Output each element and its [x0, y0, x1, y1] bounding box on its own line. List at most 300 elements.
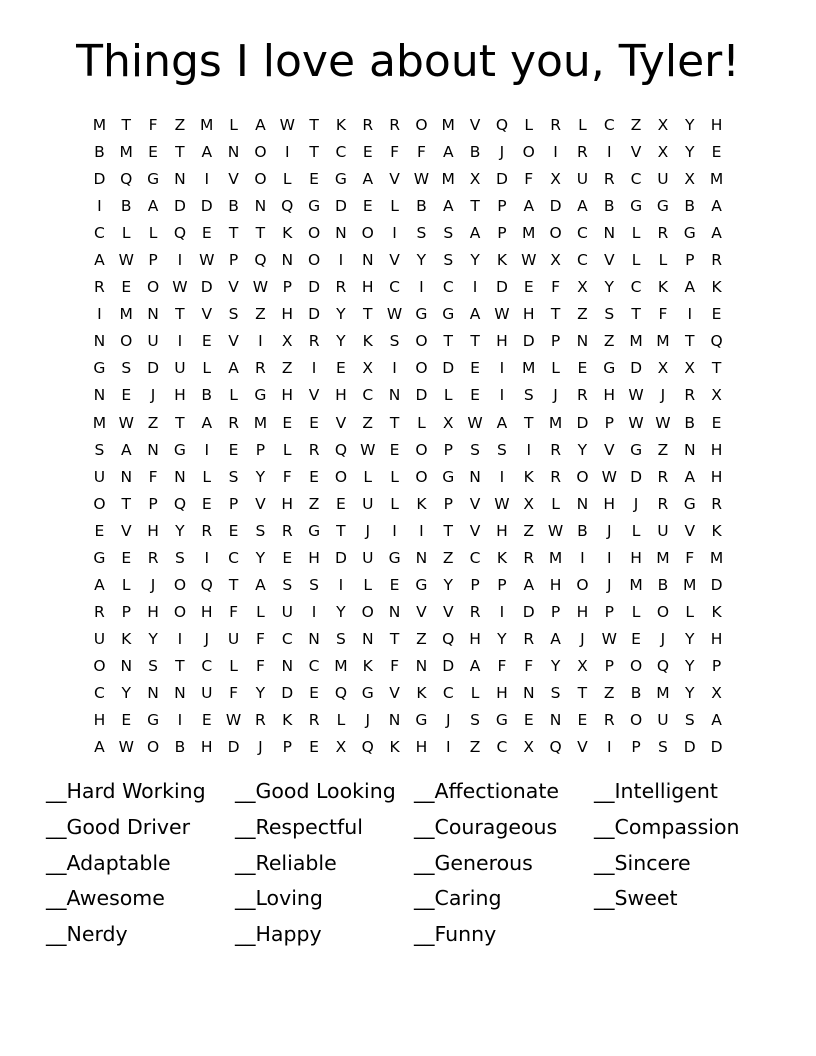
puzzle-cell[interactable]: N: [522, 683, 535, 702]
puzzle-cell[interactable]: E: [282, 548, 293, 567]
puzzle-cell[interactable]: O: [93, 656, 106, 675]
puzzle-cell[interactable]: I: [392, 224, 397, 243]
word-list-item[interactable]: __Caring: [414, 886, 502, 911]
puzzle-cell[interactable]: E: [309, 467, 319, 486]
puzzle-cell[interactable]: B: [603, 197, 615, 216]
puzzle-cell[interactable]: P: [443, 440, 453, 459]
puzzle-cell[interactable]: L: [202, 359, 212, 378]
puzzle-cell[interactable]: W: [628, 386, 644, 405]
puzzle-cell[interactable]: U: [201, 683, 213, 702]
puzzle-cell[interactable]: N: [93, 332, 106, 351]
puzzle-cell[interactable]: I: [311, 602, 317, 621]
puzzle-cell[interactable]: P: [604, 413, 614, 432]
puzzle-cell[interactable]: H: [308, 548, 320, 567]
puzzle-cell[interactable]: X: [577, 656, 588, 675]
puzzle-cell[interactable]: A: [684, 467, 696, 486]
puzzle-cell[interactable]: P: [148, 251, 158, 270]
puzzle-cell[interactable]: M: [441, 170, 455, 189]
puzzle-cell[interactable]: A: [362, 170, 374, 189]
puzzle-cell[interactable]: I: [97, 197, 102, 216]
puzzle-cell[interactable]: K: [711, 521, 722, 540]
puzzle-cell[interactable]: E: [121, 278, 132, 297]
puzzle-cell[interactable]: W: [521, 251, 537, 270]
puzzle-cell[interactable]: E: [577, 711, 588, 730]
puzzle-cell[interactable]: D: [495, 278, 508, 297]
puzzle-cell[interactable]: X: [335, 738, 347, 757]
puzzle-cell[interactable]: S: [470, 440, 480, 459]
puzzle-cell[interactable]: I: [687, 305, 693, 324]
puzzle-cell[interactable]: C: [362, 386, 374, 405]
puzzle-cell[interactable]: K: [335, 116, 346, 134]
puzzle-cell[interactable]: I: [419, 521, 424, 540]
puzzle-cell[interactable]: V: [389, 170, 400, 189]
puzzle-cell[interactable]: R: [603, 170, 615, 189]
puzzle-cell[interactable]: R: [684, 386, 696, 405]
puzzle-cell[interactable]: E: [121, 711, 132, 730]
puzzle-cell[interactable]: D: [227, 738, 240, 757]
word-list-item[interactable]: __Compassion: [594, 814, 740, 839]
puzzle-cell[interactable]: E: [228, 521, 239, 540]
puzzle-cell[interactable]: G: [361, 683, 374, 702]
puzzle-cell[interactable]: L: [551, 359, 560, 378]
puzzle-cell[interactable]: R: [711, 494, 722, 513]
puzzle-cell[interactable]: G: [683, 224, 696, 243]
puzzle-cell[interactable]: N: [174, 683, 186, 702]
puzzle-cell[interactable]: Y: [121, 683, 131, 702]
puzzle-cell[interactable]: D: [549, 197, 562, 216]
puzzle-cell[interactable]: E: [523, 711, 534, 730]
puzzle-cell[interactable]: X: [657, 359, 669, 378]
puzzle-cell[interactable]: G: [308, 521, 321, 540]
puzzle-cell[interactable]: P: [497, 197, 507, 216]
puzzle-cell[interactable]: A: [550, 629, 561, 648]
puzzle-cell[interactable]: Z: [603, 332, 615, 351]
puzzle-cell[interactable]: A: [94, 251, 105, 270]
puzzle-cell[interactable]: Y: [336, 332, 346, 351]
puzzle-cell[interactable]: J: [150, 386, 156, 405]
puzzle-cell[interactable]: G: [173, 440, 186, 459]
puzzle-cell[interactable]: E: [631, 629, 641, 648]
puzzle-cell[interactable]: Y: [416, 251, 427, 270]
puzzle-cell[interactable]: H: [335, 386, 347, 405]
puzzle-cell[interactable]: B: [120, 197, 132, 216]
puzzle-cell[interactable]: J: [365, 711, 371, 730]
puzzle-cell[interactable]: L: [363, 575, 373, 594]
word-list-item[interactable]: __Funny: [414, 922, 497, 947]
puzzle-cell[interactable]: P: [550, 332, 561, 351]
puzzle-cell[interactable]: D: [308, 278, 321, 297]
puzzle-cell[interactable]: H: [496, 332, 508, 351]
word-list-item[interactable]: __Courageous: [414, 814, 558, 839]
puzzle-cell[interactable]: U: [227, 629, 240, 648]
puzzle-cell[interactable]: E: [523, 278, 534, 297]
puzzle-cell[interactable]: S: [443, 251, 454, 270]
puzzle-cell[interactable]: A: [147, 197, 159, 216]
puzzle-cell[interactable]: A: [255, 116, 266, 134]
puzzle-cell[interactable]: W: [413, 170, 430, 189]
puzzle-cell[interactable]: X: [442, 413, 454, 432]
puzzle-cell[interactable]: D: [522, 602, 535, 621]
puzzle-cell[interactable]: E: [201, 224, 212, 243]
puzzle-cell[interactable]: W: [118, 413, 134, 432]
puzzle-cell[interactable]: O: [254, 143, 267, 162]
puzzle-cell[interactable]: Z: [630, 116, 642, 134]
puzzle-cell[interactable]: F: [229, 683, 239, 702]
puzzle-cell[interactable]: L: [256, 602, 265, 621]
puzzle-cell[interactable]: X: [684, 359, 696, 378]
puzzle-cell[interactable]: K: [416, 494, 427, 513]
puzzle-cell[interactable]: R: [657, 224, 669, 243]
puzzle-cell[interactable]: G: [415, 711, 428, 730]
puzzle-cell[interactable]: C: [281, 629, 293, 648]
puzzle-cell[interactable]: A: [94, 575, 105, 594]
puzzle-cell[interactable]: L: [524, 116, 534, 134]
puzzle-cell[interactable]: S: [255, 521, 266, 540]
puzzle-cell[interactable]: U: [657, 521, 669, 540]
puzzle-cell[interactable]: N: [361, 251, 374, 270]
puzzle-cell[interactable]: S: [416, 224, 427, 243]
puzzle-cell[interactable]: M: [656, 548, 670, 567]
puzzle-cell[interactable]: Y: [497, 629, 507, 648]
puzzle-cell[interactable]: F: [148, 467, 158, 486]
puzzle-cell[interactable]: N: [388, 711, 401, 730]
puzzle-cell[interactable]: O: [415, 332, 428, 351]
puzzle-cell[interactable]: W: [547, 521, 564, 540]
puzzle-cell[interactable]: H: [710, 440, 723, 459]
puzzle-cell[interactable]: E: [201, 332, 212, 351]
puzzle-cell[interactable]: G: [603, 359, 616, 378]
puzzle-cell[interactable]: O: [549, 224, 562, 243]
puzzle-cell[interactable]: Z: [308, 494, 320, 513]
puzzle-cell[interactable]: F: [390, 143, 400, 162]
puzzle-cell[interactable]: G: [147, 170, 160, 189]
puzzle-cell[interactable]: E: [336, 359, 346, 378]
word-list-item[interactable]: __Awesome: [46, 886, 165, 911]
puzzle-cell[interactable]: A: [684, 278, 696, 297]
puzzle-cell[interactable]: Q: [173, 494, 187, 513]
puzzle-cell[interactable]: D: [630, 467, 643, 486]
word-list-item[interactable]: __Nerdy: [46, 922, 128, 947]
puzzle-cell[interactable]: L: [417, 413, 426, 432]
puzzle-cell[interactable]: R: [523, 548, 535, 567]
puzzle-cell[interactable]: D: [710, 575, 723, 594]
puzzle-cell[interactable]: Y: [577, 440, 588, 459]
puzzle-cell[interactable]: N: [683, 440, 696, 459]
puzzle-cell[interactable]: F: [390, 656, 400, 675]
puzzle-cell[interactable]: B: [416, 197, 427, 216]
puzzle-cell[interactable]: J: [499, 143, 505, 162]
puzzle-cell[interactable]: K: [523, 467, 534, 486]
puzzle-cell[interactable]: R: [94, 278, 105, 297]
puzzle-cell[interactable]: I: [445, 738, 451, 757]
puzzle-cell[interactable]: D: [173, 197, 186, 216]
puzzle-cell[interactable]: R: [308, 711, 320, 730]
puzzle-cell[interactable]: L: [390, 197, 399, 216]
puzzle-cell[interactable]: J: [204, 629, 210, 648]
puzzle-cell[interactable]: C: [335, 143, 347, 162]
puzzle-cell[interactable]: H: [147, 602, 159, 621]
puzzle-cell[interactable]: F: [524, 656, 534, 675]
puzzle-cell[interactable]: L: [336, 711, 346, 730]
puzzle-cell[interactable]: A: [201, 413, 213, 432]
puzzle-cell[interactable]: S: [148, 656, 158, 675]
puzzle-cell[interactable]: V: [389, 251, 400, 270]
puzzle-cell[interactable]: M: [656, 683, 670, 702]
puzzle-cell[interactable]: W: [467, 413, 483, 432]
word-list-item[interactable]: __Good Looking: [235, 779, 396, 803]
puzzle-cell[interactable]: X: [469, 170, 481, 189]
word-list-item[interactable]: __Respectful: [235, 814, 363, 839]
puzzle-cell[interactable]: N: [120, 656, 133, 675]
puzzle-cell[interactable]: H: [710, 629, 723, 648]
puzzle-cell[interactable]: P: [631, 738, 641, 757]
puzzle-cell[interactable]: O: [146, 738, 160, 757]
puzzle-cell[interactable]: T: [121, 116, 131, 134]
puzzle-cell[interactable]: L: [282, 440, 292, 459]
puzzle-cell[interactable]: I: [499, 602, 505, 621]
puzzle-cell[interactable]: S: [174, 548, 185, 567]
puzzle-cell[interactable]: L: [148, 224, 158, 243]
puzzle-cell[interactable]: T: [443, 521, 453, 540]
puzzle-cell[interactable]: K: [282, 711, 293, 730]
puzzle-cell[interactable]: D: [200, 278, 213, 297]
puzzle-cell[interactable]: U: [174, 359, 186, 378]
puzzle-cell[interactable]: V: [201, 305, 213, 324]
puzzle-cell[interactable]: L: [121, 224, 131, 243]
puzzle-cell[interactable]: I: [204, 170, 210, 189]
puzzle-cell[interactable]: H: [710, 467, 723, 486]
puzzle-cell[interactable]: H: [281, 386, 294, 405]
puzzle-cell[interactable]: O: [334, 467, 348, 486]
puzzle-cell[interactable]: E: [121, 386, 132, 405]
puzzle-cell[interactable]: K: [711, 602, 722, 621]
puzzle-cell[interactable]: I: [472, 278, 478, 297]
puzzle-cell[interactable]: F: [229, 602, 239, 621]
puzzle-cell[interactable]: S: [335, 629, 346, 648]
puzzle-cell[interactable]: A: [469, 656, 481, 675]
puzzle-cell[interactable]: V: [120, 521, 132, 540]
puzzle-cell[interactable]: V: [630, 143, 642, 162]
puzzle-cell[interactable]: O: [173, 602, 187, 621]
puzzle-cell[interactable]: N: [469, 467, 481, 486]
puzzle-cell[interactable]: Y: [685, 143, 695, 162]
puzzle-cell[interactable]: O: [173, 575, 187, 594]
puzzle-cell[interactable]: G: [93, 359, 106, 378]
puzzle-cell[interactable]: S: [121, 359, 132, 378]
puzzle-cell[interactable]: M: [656, 332, 670, 351]
puzzle-cell[interactable]: T: [711, 359, 722, 378]
puzzle-cell[interactable]: E: [309, 170, 319, 189]
puzzle-cell[interactable]: F: [497, 656, 507, 675]
puzzle-cell[interactable]: O: [629, 711, 643, 730]
puzzle-cell[interactable]: A: [94, 738, 105, 757]
puzzle-cell[interactable]: G: [683, 494, 696, 513]
puzzle-cell[interactable]: U: [657, 170, 669, 189]
puzzle-cell[interactable]: E: [389, 440, 400, 459]
puzzle-cell[interactable]: M: [441, 116, 455, 134]
puzzle-cell[interactable]: A: [228, 359, 239, 378]
puzzle-cell[interactable]: Y: [685, 629, 695, 648]
puzzle-cell[interactable]: H: [496, 683, 508, 702]
puzzle-cell[interactable]: M: [253, 413, 268, 432]
puzzle-cell[interactable]: L: [229, 656, 238, 675]
puzzle-cell[interactable]: T: [524, 413, 534, 432]
puzzle-cell[interactable]: K: [496, 548, 507, 567]
puzzle-cell[interactable]: M: [709, 170, 724, 189]
puzzle-cell[interactable]: W: [601, 467, 617, 486]
puzzle-cell[interactable]: G: [93, 548, 106, 567]
puzzle-cell[interactable]: X: [550, 251, 561, 270]
puzzle-cell[interactable]: Y: [470, 251, 480, 270]
word-list-item[interactable]: __Happy: [235, 922, 322, 947]
puzzle-cell[interactable]: O: [415, 440, 428, 459]
puzzle-cell[interactable]: W: [225, 711, 242, 730]
puzzle-cell[interactable]: Q: [656, 656, 670, 675]
puzzle-cell[interactable]: M: [548, 548, 563, 567]
puzzle-cell[interactable]: G: [308, 197, 321, 216]
puzzle-cell[interactable]: B: [657, 575, 669, 594]
puzzle-cell[interactable]: V: [228, 332, 239, 351]
puzzle-cell[interactable]: L: [685, 602, 695, 621]
puzzle-cell[interactable]: V: [603, 251, 615, 270]
puzzle-cell[interactable]: P: [470, 575, 480, 594]
puzzle-cell[interactable]: T: [309, 116, 319, 134]
puzzle-cell[interactable]: W: [494, 494, 510, 513]
puzzle-cell[interactable]: J: [580, 629, 585, 648]
puzzle-cell[interactable]: C: [442, 278, 454, 297]
puzzle-cell[interactable]: B: [94, 143, 105, 162]
puzzle-cell[interactable]: C: [94, 224, 105, 243]
puzzle-cell[interactable]: L: [631, 224, 641, 243]
puzzle-cell[interactable]: F: [255, 656, 265, 675]
puzzle-cell[interactable]: L: [282, 170, 292, 189]
puzzle-cell[interactable]: C: [389, 278, 400, 297]
puzzle-cell[interactable]: C: [496, 738, 508, 757]
puzzle-cell[interactable]: W: [494, 305, 510, 324]
puzzle-cell[interactable]: E: [309, 413, 319, 432]
puzzle-cell[interactable]: N: [388, 602, 401, 621]
puzzle-cell[interactable]: A: [577, 197, 588, 216]
puzzle-cell[interactable]: J: [365, 521, 371, 540]
puzzle-cell[interactable]: I: [177, 332, 183, 351]
puzzle-cell[interactable]: Q: [710, 332, 723, 351]
puzzle-cell[interactable]: W: [360, 440, 376, 459]
puzzle-cell[interactable]: G: [334, 170, 347, 189]
word-list-item[interactable]: __Generous: [414, 850, 533, 875]
puzzle-cell[interactable]: F: [416, 143, 426, 162]
puzzle-cell[interactable]: X: [550, 170, 561, 189]
puzzle-cell[interactable]: O: [307, 224, 321, 243]
puzzle-cell[interactable]: M: [683, 575, 697, 594]
puzzle-cell[interactable]: P: [255, 440, 266, 459]
puzzle-cell[interactable]: Z: [416, 629, 427, 648]
puzzle-cell[interactable]: W: [655, 413, 671, 432]
puzzle-cell[interactable]: R: [523, 629, 535, 648]
puzzle-cell[interactable]: U: [657, 711, 669, 730]
puzzle-cell[interactable]: X: [362, 359, 374, 378]
puzzle-cell[interactable]: B: [577, 521, 588, 540]
puzzle-cell[interactable]: N: [147, 305, 159, 324]
puzzle-cell[interactable]: E: [148, 143, 158, 162]
puzzle-cell[interactable]: D: [334, 548, 347, 567]
puzzle-cell[interactable]: R: [308, 440, 320, 459]
puzzle-cell[interactable]: F: [658, 305, 668, 324]
puzzle-cell[interactable]: S: [389, 332, 400, 351]
puzzle-cell[interactable]: T: [550, 305, 561, 324]
puzzle-cell[interactable]: Q: [334, 440, 348, 459]
puzzle-cell[interactable]: N: [93, 386, 106, 405]
puzzle-cell[interactable]: U: [93, 629, 106, 648]
puzzle-cell[interactable]: Z: [281, 359, 293, 378]
puzzle-cell[interactable]: A: [711, 711, 722, 730]
puzzle-cell[interactable]: S: [228, 467, 239, 486]
puzzle-cell[interactable]: E: [389, 575, 400, 594]
puzzle-cell[interactable]: N: [361, 629, 374, 648]
puzzle-cell[interactable]: T: [336, 521, 346, 540]
puzzle-cell[interactable]: I: [338, 251, 344, 270]
puzzle-cell[interactable]: L: [390, 494, 399, 513]
puzzle-cell[interactable]: T: [685, 332, 695, 351]
puzzle-cell[interactable]: C: [228, 548, 239, 567]
puzzle-cell[interactable]: O: [576, 575, 589, 594]
puzzle-cell[interactable]: S: [309, 575, 319, 594]
puzzle-cell[interactable]: R: [389, 116, 400, 134]
puzzle-cell[interactable]: M: [629, 332, 643, 351]
puzzle-cell[interactable]: C: [577, 224, 588, 243]
puzzle-cell[interactable]: M: [522, 224, 536, 243]
puzzle-cell[interactable]: H: [576, 602, 589, 621]
puzzle-cell[interactable]: I: [606, 738, 612, 757]
puzzle-cell[interactable]: E: [470, 359, 480, 378]
puzzle-cell[interactable]: N: [174, 467, 186, 486]
puzzle-cell[interactable]: E: [201, 711, 212, 730]
puzzle-cell[interactable]: I: [97, 305, 102, 324]
puzzle-cell[interactable]: Q: [361, 738, 374, 757]
puzzle-cell[interactable]: J: [258, 738, 263, 757]
puzzle-cell[interactable]: R: [201, 521, 213, 540]
puzzle-cell[interactable]: J: [660, 386, 666, 405]
puzzle-cell[interactable]: I: [392, 521, 397, 540]
puzzle-cell[interactable]: A: [442, 143, 454, 162]
puzzle-cell[interactable]: S: [94, 440, 105, 459]
puzzle-cell[interactable]: O: [120, 332, 133, 351]
puzzle-cell[interactable]: K: [282, 224, 293, 243]
puzzle-cell[interactable]: P: [685, 251, 695, 270]
puzzle-cell[interactable]: R: [577, 143, 588, 162]
puzzle-cell[interactable]: G: [415, 575, 428, 594]
puzzle-cell[interactable]: W: [172, 278, 188, 297]
puzzle-cell[interactable]: S: [523, 386, 534, 405]
puzzle-cell[interactable]: M: [119, 305, 133, 324]
puzzle-cell[interactable]: Y: [336, 305, 346, 324]
puzzle-cell[interactable]: Z: [174, 116, 186, 134]
puzzle-cell[interactable]: E: [336, 494, 346, 513]
puzzle-cell[interactable]: Q: [549, 738, 562, 757]
puzzle-cell[interactable]: B: [228, 197, 239, 216]
word-list-item[interactable]: __Adaptable: [46, 850, 171, 875]
puzzle-cell[interactable]: I: [606, 143, 612, 162]
puzzle-cell[interactable]: H: [147, 521, 159, 540]
puzzle-cell[interactable]: D: [308, 305, 321, 324]
puzzle-cell[interactable]: P: [282, 278, 292, 297]
puzzle-cell[interactable]: H: [630, 548, 642, 567]
puzzle-cell[interactable]: M: [334, 656, 348, 675]
puzzle-cell[interactable]: E: [309, 738, 319, 757]
puzzle-cell[interactable]: B: [684, 413, 696, 432]
puzzle-cell[interactable]: N: [549, 711, 562, 730]
puzzle-cell[interactable]: O: [307, 251, 321, 270]
puzzle-cell[interactable]: H: [469, 629, 481, 648]
